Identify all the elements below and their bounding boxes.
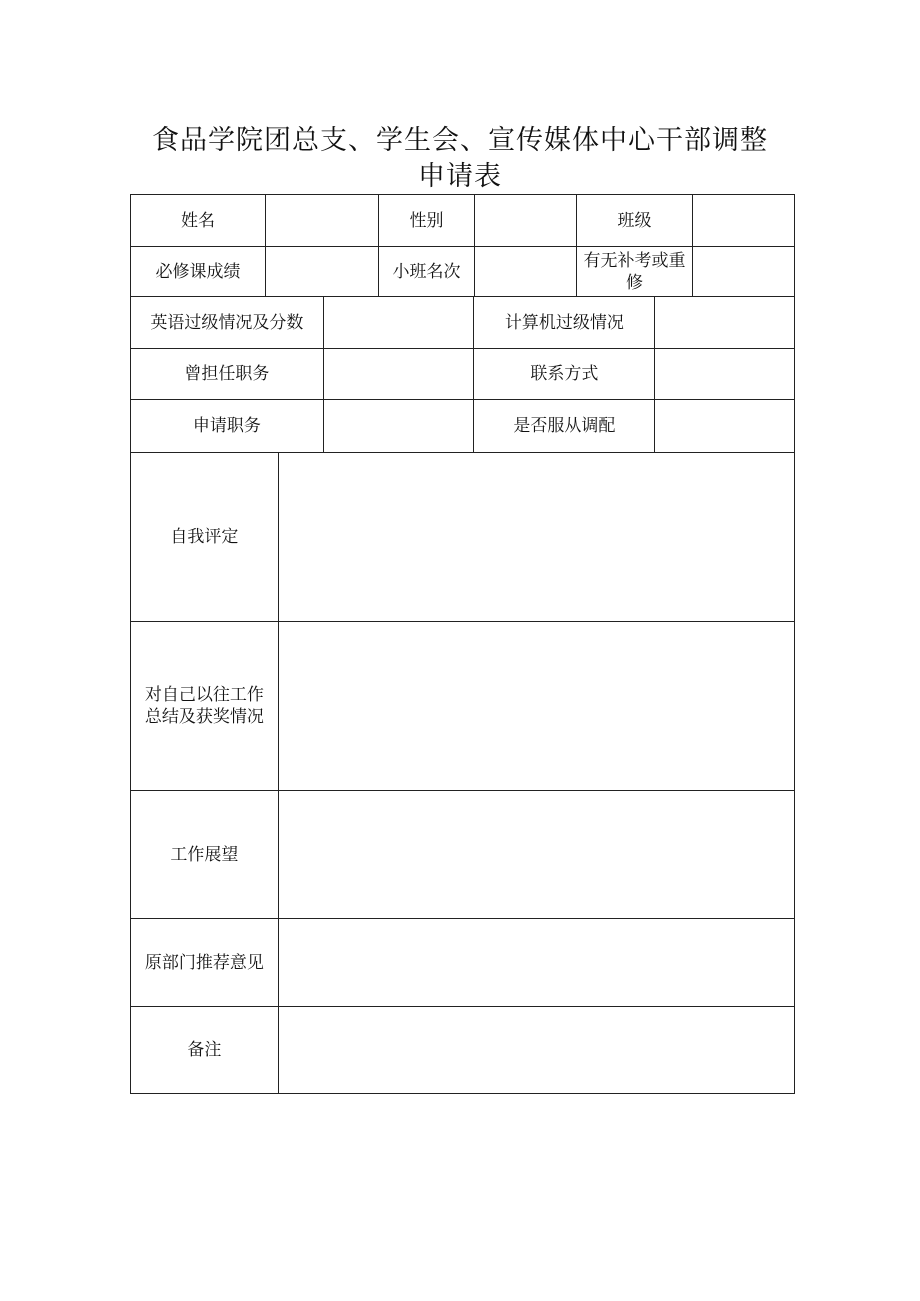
name-field[interactable]	[266, 194, 379, 247]
past-work-label	[131, 622, 279, 791]
makeup-exam-label-line1: 有无补考或重	[583, 250, 686, 271]
name-label: 姓名	[131, 194, 266, 247]
row-work-outlook	[130, 791, 795, 919]
english-level-label: 英语过级情况及分数	[131, 297, 324, 349]
makeup-exam-label-line2: 修	[626, 272, 643, 293]
class-field[interactable]	[693, 194, 795, 247]
row-academic-info	[130, 247, 795, 297]
computer-level-label: 计算机过级情况	[474, 297, 655, 349]
makeup-exam-field[interactable]	[693, 247, 795, 297]
required-course-field[interactable]	[266, 247, 379, 297]
makeup-exam-label	[577, 247, 693, 297]
self-evaluation-label: 自我评定	[131, 453, 279, 622]
past-work-label-line2: 总结及获奖情况	[144, 707, 264, 727]
row-past-work	[130, 622, 795, 791]
past-work-label-line1: 对自己以往工作	[144, 685, 264, 705]
gender-field[interactable]	[475, 194, 577, 247]
dept-recommendation-field[interactable]	[279, 919, 795, 1007]
class-label: 班级	[577, 194, 693, 247]
english-level-field[interactable]	[324, 297, 475, 349]
row-dept-recommendation	[130, 919, 795, 1007]
remarks-field[interactable]	[279, 1007, 795, 1094]
previous-position-field[interactable]	[324, 349, 475, 400]
computer-level-field[interactable]	[655, 297, 795, 349]
class-rank-label: 小班名次	[379, 247, 475, 297]
row-basic-info	[130, 194, 795, 247]
previous-position-label: 曾担任职务	[131, 349, 324, 400]
apply-position-field[interactable]	[324, 400, 475, 453]
required-course-label: 必修课成绩	[131, 247, 266, 297]
contact-field[interactable]	[655, 349, 795, 400]
accept-reassign-field[interactable]	[655, 400, 795, 453]
dept-recommendation-label: 原部门推荐意见	[131, 919, 279, 1007]
accept-reassign-label: 是否服从调配	[474, 400, 655, 453]
form-title-line2: 申请表	[418, 161, 502, 192]
gender-label: 性别	[379, 194, 475, 247]
form-title-line1: 食品学院团总支、学生会、宣传媒体中心干部调整	[152, 125, 768, 156]
past-work-field[interactable]	[279, 622, 795, 791]
row-application	[130, 400, 795, 453]
class-rank-field[interactable]	[475, 247, 577, 297]
self-evaluation-field[interactable]	[279, 453, 795, 622]
remarks-label: 备注	[131, 1007, 279, 1094]
apply-position-label: 申请职务	[131, 400, 324, 453]
row-position-contact	[130, 349, 795, 400]
contact-label: 联系方式	[474, 349, 655, 400]
work-outlook-label: 工作展望	[131, 791, 279, 919]
work-outlook-field[interactable]	[279, 791, 795, 919]
row-remarks	[130, 1007, 795, 1094]
row-self-evaluation	[130, 453, 795, 622]
row-certificates	[130, 297, 795, 349]
